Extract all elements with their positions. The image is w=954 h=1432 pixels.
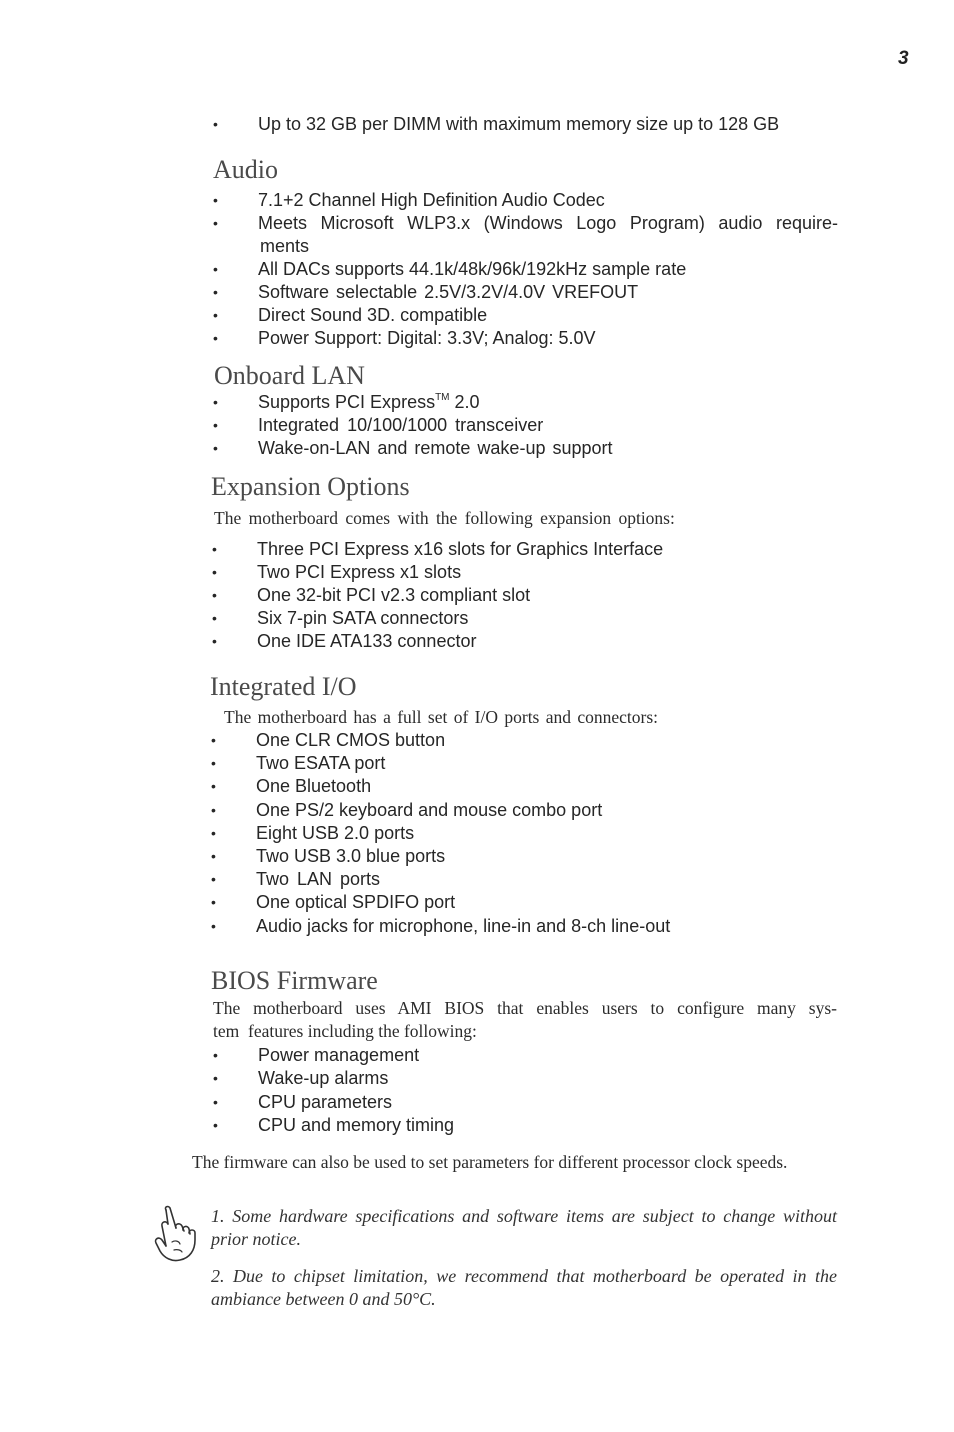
bios-list (213, 1044, 838, 1137)
list-item: • 7.1+2 Channel High Definition Audio Codec (213, 190, 605, 210)
list-item: • Software selectable 2.5V/3.2V/4.0V VREFOUT (213, 282, 639, 302)
memory-list (213, 113, 838, 136)
audio-list (213, 189, 838, 350)
list-item: • One optical SPDIFO port (211, 892, 456, 913)
list-item: • CPU and memory timing (213, 1114, 455, 1135)
list-item: • All DACs supports 44.1k/48k/96k/192kHz sample rate (213, 259, 687, 279)
expansion-list (212, 538, 837, 653)
note-2: 2. Due to chipset limitation, we recommend that motherboard be operated in the ambiance between 0 and 50°C. (211, 1266, 837, 1309)
expansion-intro: The motherboard comes with the following expansion options: (214, 508, 675, 528)
list-item: • One CLR CMOS button (211, 730, 446, 750)
page-number: 3 (898, 48, 909, 69)
list-item: • Two ESATA port (211, 753, 386, 774)
list-item: • Meets Microsoft WLP3.x (Windows Logo Program) audio require- ments (213, 213, 838, 256)
list-item: • Three PCI Express x16 slots for Graphics Interface (212, 539, 664, 559)
list-item: • Two LAN ports (211, 869, 381, 890)
list-item: • Up to 32 GB per DIMM with maximum memory size up to 128 GB (213, 114, 780, 134)
list-item: • Supports PCI Express™ 2.0 (213, 392, 480, 412)
hand-pointer-icon (152, 1204, 202, 1264)
lan-list (213, 391, 838, 460)
list-item: • One Bluetooth (211, 776, 372, 797)
io-intro: The motherboard has a full set of I/O ports and connectors: (224, 707, 659, 727)
list-item: • One 32-bit PCI v2.3 compliant slot (212, 585, 531, 605)
bios-closing: The firmware can also be used to set parameters for different processor clock speeds. (192, 1152, 788, 1172)
list-item: • Two USB 3.0 blue ports (211, 845, 446, 866)
note-1: 1. Some hardware specifications and software items are subject to change without prior notice. (211, 1206, 837, 1249)
list-item: • Eight USB 2.0 ports (211, 822, 415, 843)
list-item: • CPU parameters (213, 1091, 393, 1112)
expansion-heading: Expansion Options (211, 472, 410, 501)
bios-intro: The motherboard uses AMI BIOS that enables users to configure many sys- tem features including the following: (213, 998, 837, 1041)
list-item: • Integrated 10/100/1000 transceiver (213, 415, 544, 435)
list-item: • Two PCI Express x1 slots (212, 562, 462, 582)
list-item: • One IDE ATA133 connector (212, 631, 477, 651)
list-item: • Six 7-pin SATA connectors (212, 608, 469, 628)
lan-heading: Onboard LAN (214, 361, 365, 390)
list-item: • Power Support: Digital: 3.3V; Analog: 5.0V (213, 328, 596, 348)
bios-heading: BIOS Firmware (211, 966, 378, 995)
list-item: • Direct Sound 3D. compatible (213, 305, 488, 325)
audio-heading: Audio (213, 155, 278, 184)
list-item: • Wake-up alarms (213, 1068, 389, 1089)
io-heading: Integrated I/O (210, 672, 357, 701)
list-item: • Power management (213, 1045, 420, 1065)
io-list (211, 729, 836, 938)
list-item: • One PS/2 keyboard and mouse combo port (211, 799, 603, 820)
list-item: • Audio jacks for microphone, line-in and 8-ch line-out (211, 915, 671, 936)
list-item: • Wake-on-LAN and remote wake-up support (213, 438, 613, 458)
